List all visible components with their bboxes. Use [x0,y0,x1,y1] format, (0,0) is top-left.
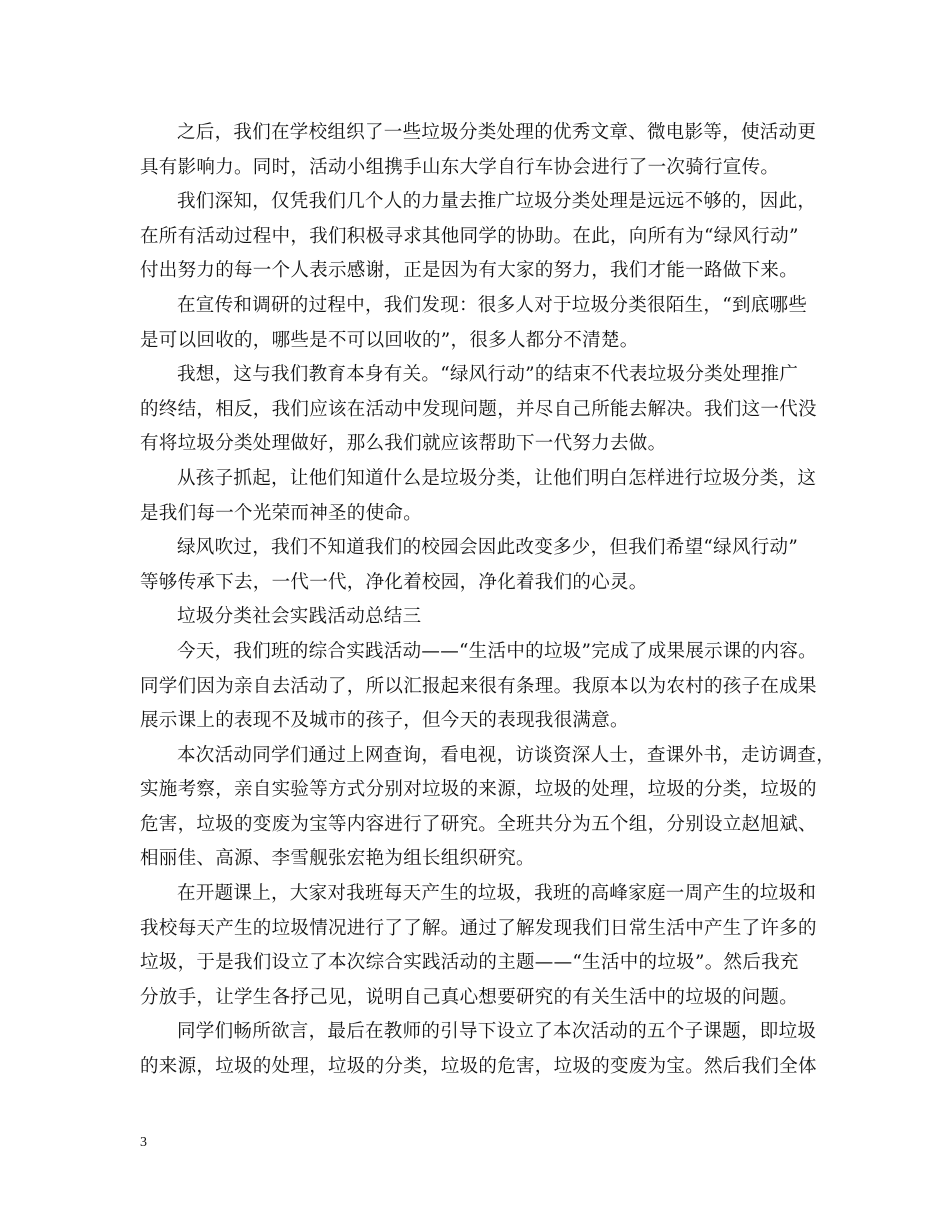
text-line: 分放手，让学生各抒己见，说明自己真心想要研究的有关生活中的垃圾的问题。 [140,986,799,1008]
text-line: 我校每天产生的垃圾情况进行了了解。通过了解发现我们日常生活中产生了许多的 [140,917,817,939]
text-line: 从孩子抓起，让他们知道什么是垃圾分类，让他们明白怎样进行垃圾分类，这 [177,467,817,489]
text-line: 付出努力的每一个人表示感谢，正是因为有大家的努力，我们才能一路做下来。 [140,260,799,282]
text-line: 危害，垃圾的变废为宝等内容进行了研究。全班共分为五个组，分别设立赵旭斌、 [140,813,817,835]
document-body [140,116,836,1085]
text-line: 本次活动同学们通过上网查询，看电视，访谈资深人士，查课外书，走访调查， [177,744,836,766]
text-line: 的终结，相反，我们应该在活动中发现问题，并尽自己所能去解决。我们这一代没 [140,398,817,420]
text-line: 实施考察，亲自实验等方式分别对垃圾的来源，垃圾的处理，垃圾的分类，垃圾的 [140,779,817,801]
text-line: 展示课上的表现不及城市的孩子，但今天的表现我很满意。 [140,710,629,732]
text-line: 的来源，垃圾的处理，垃圾的分类，垃圾的危害，垃圾的变废为宝。然后我们全体 [140,1056,817,1078]
text-line: 具有影响力。同时，活动小组携手山东大学自行车协会进行了一次骑行宣传。 [140,156,780,178]
text-line: 垃圾，于是我们设立了本次综合实践活动的主题——“生活中的垃圾”。然后我充 [140,952,799,974]
text-line: 是我们每一个光荣而神圣的使命。 [140,502,423,524]
text-line: 我想，这与我们教育本身有关。“绿风行动”的结束不代表垃圾分类处理推广 [177,364,799,386]
text-line: 在所有活动过程中，我们积极寻求其他同学的协助。在此，向所有为“绿风行动” [140,225,799,247]
page-number: 3 [140,1135,147,1150]
text-line: 是可以回收的，哪些是不可以回收的”，很多人都分不清楚。 [140,329,639,351]
text-line: 同学们因为亲自去活动了，所以汇报起来很有条理。我原本以为农村的孩子在成果 [140,675,817,697]
text-line: 绿风吹过，我们不知道我们的校园会因此改变多少，但我们希望“绿风行动” [177,537,799,559]
text-line: 有将垃圾分类处理做好，那么我们就应该帮助下一代努力去做。 [140,433,667,455]
text-line: 在宣传和调研的过程中，我们发现：很多人对于垃圾分类很陌生，“到底哪些 [177,294,808,316]
text-line: 相丽佳、高源、李雪舰张宏艳为组长组织研究。 [140,848,535,870]
text-line: 等够传承下去，一代一代，净化着校园，净化着我们的心灵。 [140,571,648,593]
text-line: 在开题课上，大家对我班每天产生的垃圾，我班的高峰家庭一周产生的垃圾和 [177,883,817,905]
text-line: 今天，我们班的综合实践活动——“生活中的垃圾”完成了成果展示课的内容。 [177,640,817,662]
text-line: 我们深知，仅凭我们几个人的力量去推广垃圾分类处理是远远不够的，因此， [177,191,817,213]
text-line: 之后，我们在学校组织了一些垃圾分类处理的优秀文章、微电影等，使活动更 [177,122,817,143]
text-line: 同学们畅所欲言，最后在教师的引导下设立了本次活动的五个子课题，即垃圾 [177,1021,817,1043]
text-line: 垃圾分类社会实践活动总结三 [177,606,422,628]
